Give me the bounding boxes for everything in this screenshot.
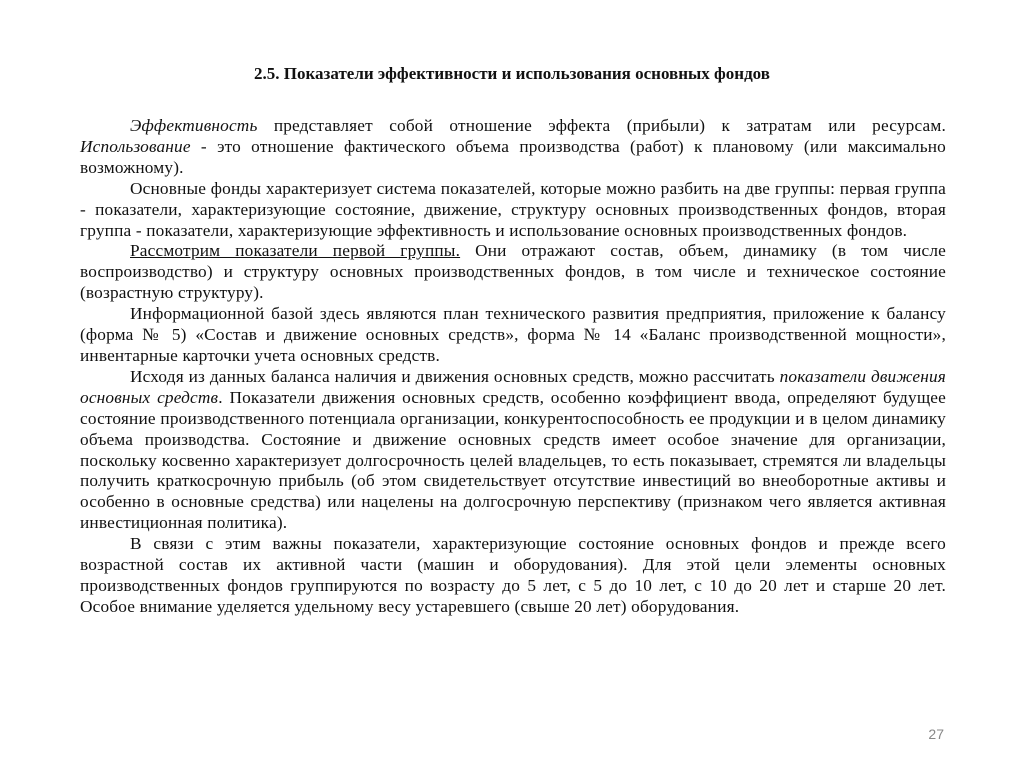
paragraph-text: - это отношение фактического объема производства (работ) к плановому (или максимально возможному).: [80, 136, 946, 177]
paragraph-fixed-assets: Основные фонды характеризует система показателей, которые можно разбить на две группы: первая группа - показатели, характеризующие состояние, движение, структуру основных производственных фондов, вторая группа - показатели, характеризующие эффективность и использование основных производственных фондов.: [80, 178, 946, 240]
paragraph-text: представляет собой отношение эффекта (прибыли) к затратам или ресурсам.: [257, 116, 946, 135]
paragraph-age-structure: В связи с этим важны показатели, характеризующие состояние основных фондов и прежде всего возрастной состав их активной части (машин и оборудования). Для этой цели элементы основных производственных фондов группируются по возрасту до 5 лет, с 5 до 10 лет, с 10 до 20 лет и старше 20 лет. Особое внимание уделяется удельному весу устаревшего (свыше 20 лет) оборудования.: [80, 534, 946, 616]
paragraph-text: Они отражают состав, объем, динамику (в том числе воспроизводство) и структуру основных производственных фондов, в том числе и техническое состояние (возрастную структуру).: [80, 241, 946, 303]
section-heading: 2.5. Показатели эффективности и использования основных фондов: [254, 64, 770, 83]
paragraph-text: . Показатели движения основных средств, особенно коэффициент ввода, определяют будущее состояние производственного потенциала организации, конкурентоспособность ее продукции и в целом динамику объема производства. Состояние и движение основных средств имеет особое значение для организации, поскольку косвенно характеризует долгосрочность целей владельцев, то есть показывает, стремятся ли владельцы получить краткосрочную прибыль (об этом свидетельствует отсутствие инвестиций во внеоборотные активы и особенно в основные средства) или нацелены на долгосрочную перспективу (признаком чего является активная инвестиционная политика).: [80, 387, 946, 533]
italic-phrase: показатели движения основных средств: [80, 366, 946, 407]
paragraph-info-base: Информационной базой здесь являются план технического развития предприятия, приложение к балансу (форма № 5) «Состав и движение основных средств», форма № 14 «Баланс производственной мощности», инвентарные карточки учета основных средств.: [80, 304, 946, 365]
paragraph-movement: [80, 367, 946, 534]
term-efficiency: Эффективность: [130, 116, 258, 135]
document-body: [80, 116, 946, 618]
page-number: 27: [928, 726, 944, 742]
paragraph-first-group: [80, 241, 946, 304]
paragraph-text: Исходя из данных баланса наличия и движения основных средств, можно рассчитать: [130, 366, 780, 386]
term-usage: Использование: [80, 136, 191, 156]
underlined-phrase: Рассмотрим показатели первой группы.: [130, 241, 461, 261]
paragraph-efficiency: [80, 116, 946, 179]
